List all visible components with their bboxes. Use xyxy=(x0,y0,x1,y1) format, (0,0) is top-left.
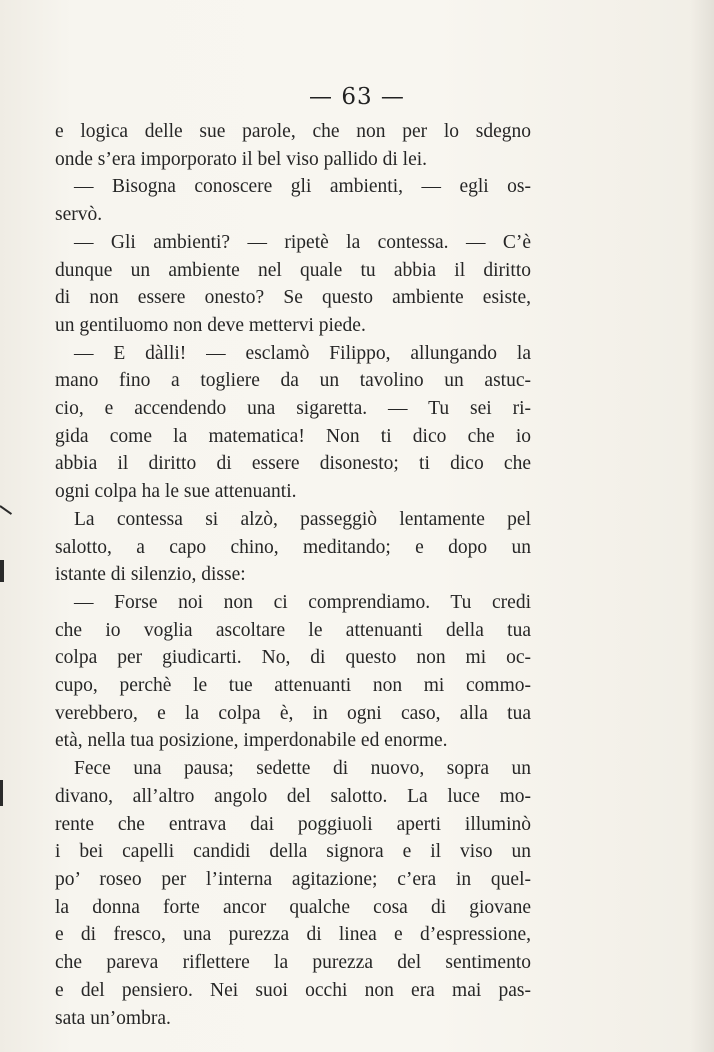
text-line: la donna forte ancor qualche cosa di giovane xyxy=(55,896,531,918)
text-line: — E dàlli! — esclamò Filippo, allungando la xyxy=(74,342,531,364)
text-line: — Gli ambienti? — ripetè la contessa. — C’è xyxy=(74,231,531,253)
text-line: e di fresco, una purezza di linea e d’espressione, xyxy=(55,924,531,946)
text-line: età, nella tua posizione, imperdonabile ed enorme. xyxy=(55,730,448,752)
margin-mark xyxy=(0,780,3,806)
text-line: Fece una pausa; sedette di nuovo, sopra un xyxy=(74,758,531,780)
text-line: onde s’era imporporato il bel viso pallido di lei. xyxy=(55,148,428,170)
text-line: po’ roseo per l’interna agitazione; c’era in quel- xyxy=(55,868,531,890)
text-line: cupo, perchè le tue attenuanti non mi commo- xyxy=(55,675,531,697)
text-line: e logica delle sue parole, che non per lo sdegno xyxy=(55,121,531,142)
page-edge-shadow xyxy=(690,0,714,1052)
margin-mark xyxy=(0,505,12,515)
text-line: — Forse noi non ci comprendiamo. Tu credi xyxy=(74,591,531,613)
text-line: che io voglia ascoltare le attenuanti della tua xyxy=(55,619,531,641)
text-line: mano fino a togliere da un tavolino un astuc- xyxy=(55,370,531,392)
text-line: un gentiluomo non deve mettervi piede. xyxy=(55,314,366,336)
text-line: i bei capelli candidi della signora e il viso un xyxy=(55,841,531,863)
text-line: di non essere onesto? Se questo ambiente esiste, xyxy=(55,287,531,309)
text-line: divano, all’altro angolo del salotto. La luce mo- xyxy=(55,785,531,807)
text-line: istante di silenzio, disse: xyxy=(55,564,246,586)
text-line: sata un’ombra. xyxy=(55,1007,171,1029)
margin-mark xyxy=(0,560,4,582)
body-text xyxy=(55,118,531,1032)
text-line: — Bisogna conoscere gli ambienti, — egli os- xyxy=(74,176,531,198)
text-line: abbia il diritto di essere disonesto; ti dico che xyxy=(55,453,531,475)
text-line: rente che entrava dai poggiuoli aperti illuminò xyxy=(55,813,531,835)
text-line: e del pensiero. Nei suoi occhi non era mai pas- xyxy=(55,979,531,1001)
text-line: verebbero, e la colpa è, in ogni caso, alla tua xyxy=(55,702,531,724)
text-line: gida come la matematica! Non ti dico che io xyxy=(55,425,531,447)
text-line: La contessa si alzò, passeggiò lentamente pel xyxy=(74,508,531,530)
text-line: dunque un ambiente nel quale tu abbia il diritto xyxy=(55,259,531,281)
text-line: servò. xyxy=(55,204,103,226)
text-line: cio, e accendendo una sigaretta. — Tu sei ri- xyxy=(55,398,531,420)
text-line: colpa per giudicarti. No, di questo non mi oc- xyxy=(55,647,531,669)
text-line: salotto, a capo chino, meditando; e dopo un xyxy=(55,536,531,558)
text-line: ogni colpa ha le sue attenuanti. xyxy=(55,481,297,503)
text-line: che pareva riflettere la purezza del sentimento xyxy=(55,952,531,974)
page-number: — 63 — xyxy=(309,84,405,110)
